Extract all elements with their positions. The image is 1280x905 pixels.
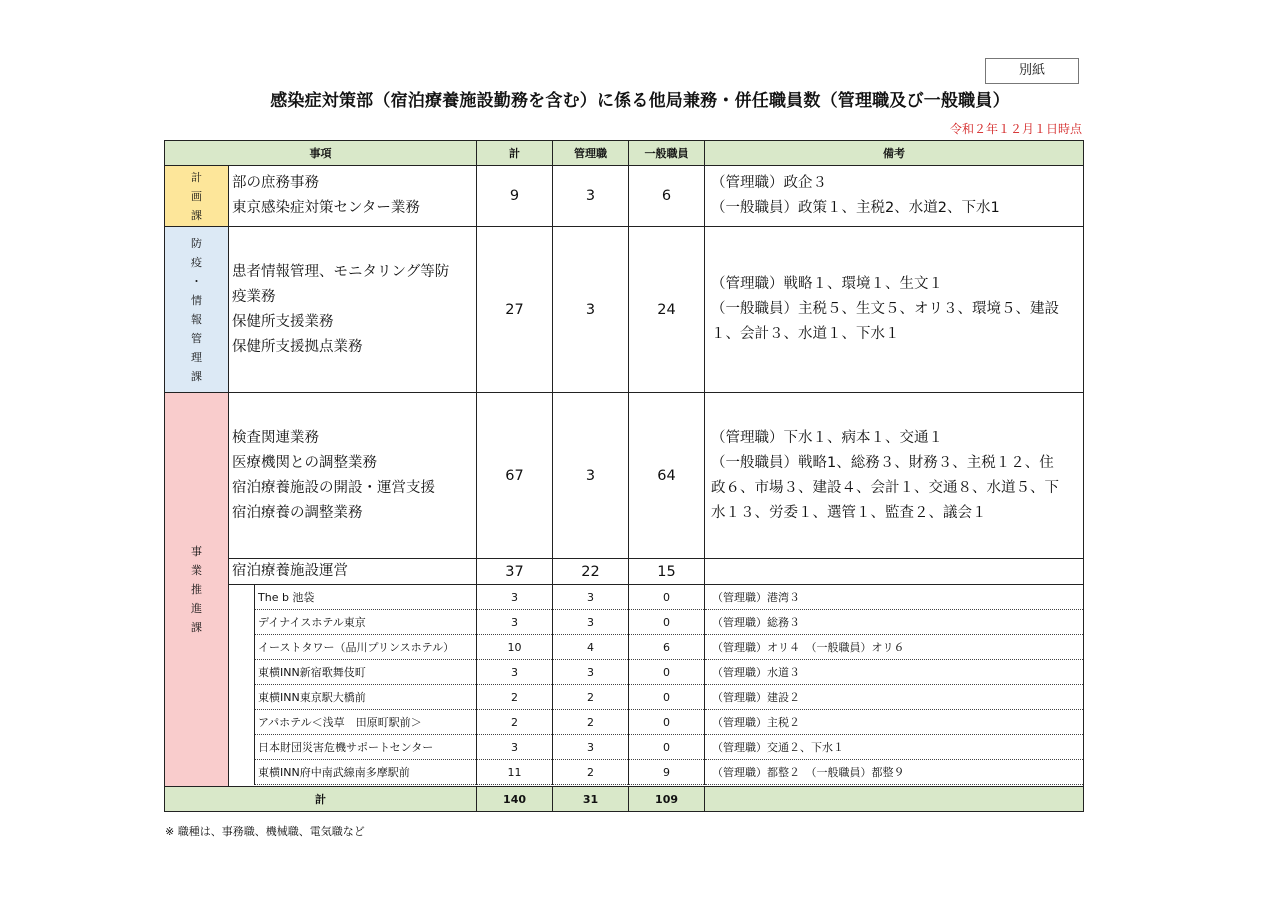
totals-label: 計 [165, 787, 477, 812]
facility-general: 0 [629, 610, 705, 635]
facility-total: 10 [477, 635, 553, 660]
jigyo-total: 67 [477, 393, 553, 559]
header-remarks: 備考 [705, 141, 1084, 166]
header-row [165, 141, 1084, 166]
facility-managers: 3 [553, 660, 629, 685]
jigyo-tasks: 検査関連業務 医療機関との調整業務 宿泊療養施設の開設・運営支援 宿泊療養の調整業務 [229, 393, 477, 559]
dept-keikaku-label: 計 画 課 [165, 166, 229, 227]
facility-managers: 3 [553, 610, 629, 635]
facility-name: 東横INN新宿歌舞伎町 [255, 660, 477, 685]
facility-row [165, 735, 1084, 760]
staff-table [164, 140, 1084, 812]
facility-general: 0 [629, 660, 705, 685]
facility-name: イーストタワー（品川プリンスホテル） [255, 635, 477, 660]
facility-managers: 3 [553, 585, 629, 610]
facility-name: デイナイスホテル東京 [255, 610, 477, 635]
facility-general: 0 [629, 735, 705, 760]
shukuhaku-task: 宿泊療養施設運営 [229, 559, 477, 585]
facility-indent [229, 760, 255, 785]
facility-name: アパホテル＜浅草 田原町駅前＞ [255, 710, 477, 735]
facility-row [165, 710, 1084, 735]
facility-general: 6 [629, 635, 705, 660]
totals-remarks [705, 787, 1084, 812]
facility-remarks: （管理職）交通２、下水１ [705, 735, 1084, 760]
row-boeki [165, 227, 1084, 393]
facility-remarks: （管理職）総務３ [705, 610, 1084, 635]
facility-remarks: （管理職）水道３ [705, 660, 1084, 685]
facility-managers: 2 [553, 710, 629, 735]
facility-remarks: （管理職）建設２ [705, 685, 1084, 710]
facility-remarks: （管理職）オリ４ （一般職員）オリ６ [705, 635, 1084, 660]
facility-total: 11 [477, 760, 553, 785]
facility-general: 0 [629, 685, 705, 710]
dept-jigyo-label: 事 業 推 進 課 [165, 393, 229, 787]
as-of-date: 令和２年１２月１日時点 [949, 122, 1082, 136]
facility-indent [229, 685, 255, 710]
facility-row [165, 635, 1084, 660]
jigyo-managers: 3 [553, 393, 629, 559]
facility-indent [229, 735, 255, 760]
facility-indent [229, 710, 255, 735]
facility-remarks: （管理職）港湾３ [705, 585, 1084, 610]
facility-name: The b 池袋 [255, 585, 477, 610]
row-keikaku [165, 166, 1084, 227]
facility-name: 日本財団災害危機サポートセンター [255, 735, 477, 760]
keikaku-general: 6 [629, 166, 705, 227]
boeki-tasks: 患者情報管理、モニタリング等防 疫業務 保健所支援業務 保健所支援拠点業務 [229, 227, 477, 393]
facility-remarks: （管理職）都整２ （一般職員）都整９ [705, 760, 1084, 785]
header-item: 事項 [165, 141, 477, 166]
row-jigyo [165, 393, 1084, 559]
header-total: 計 [477, 141, 553, 166]
facility-total: 3 [477, 735, 553, 760]
facility-total: 3 [477, 585, 553, 610]
facility-row [165, 610, 1084, 635]
facility-managers: 4 [553, 635, 629, 660]
facility-total: 3 [477, 610, 553, 635]
keikaku-managers: 3 [553, 166, 629, 227]
boeki-remarks: （管理職）戦略１、環境１、生文１ （一般職員）主税５、生文５、オリ３、環境５、建設 １、会計３、水道１、下水１ [705, 227, 1084, 393]
facility-row [165, 685, 1084, 710]
shukuhaku-remarks [705, 559, 1084, 585]
facility-total: 2 [477, 710, 553, 735]
totals-row [165, 787, 1084, 812]
dept-boeki-label: 防 疫 ・ 情 報 管 理 課 [165, 227, 229, 393]
header-general: 一般職員 [629, 141, 705, 166]
facility-managers: 2 [553, 760, 629, 785]
page-title: 感染症対策部（宿泊療養施設勤務を含む）に係る他局兼務・併任職員数（管理職及び一般職員） [270, 91, 1010, 111]
boeki-general: 24 [629, 227, 705, 393]
facility-total: 2 [477, 685, 553, 710]
shukuhaku-general: 15 [629, 559, 705, 585]
facility-name: 東横INN府中南武線南多摩駅前 [255, 760, 477, 785]
totals-general: 109 [629, 787, 705, 812]
facility-managers: 3 [553, 735, 629, 760]
boeki-total: 27 [477, 227, 553, 393]
facility-total: 3 [477, 660, 553, 685]
keikaku-tasks: 部の庶務事務 東京感染症対策センター業務 [229, 166, 477, 227]
facility-managers: 2 [553, 685, 629, 710]
totals-total: 140 [477, 787, 553, 812]
boeki-managers: 3 [553, 227, 629, 393]
jigyo-general: 64 [629, 393, 705, 559]
footnote: ※ 職種は、事務職、機械職、電気職など [165, 825, 365, 838]
facility-indent [229, 635, 255, 660]
jigyo-remarks: （管理職）下水１、病本１、交通１ （一般職員）戦略1、総務３、財務３、主税１２、住 政６、市場３、建設４、会計１、交通８、水道５、下 水１３、労委１、選管１、監査２、議会１ [705, 393, 1084, 559]
totals-managers: 31 [553, 787, 629, 812]
row-shukuhaku [165, 559, 1084, 585]
facility-general: 0 [629, 710, 705, 735]
facility-general: 0 [629, 585, 705, 610]
facility-row [165, 760, 1084, 785]
facility-row [165, 585, 1084, 610]
facility-general: 9 [629, 760, 705, 785]
facility-indent [229, 585, 255, 610]
shukuhaku-total: 37 [477, 559, 553, 585]
facility-name: 東横INN東京駅大橋前 [255, 685, 477, 710]
shukuhaku-managers: 22 [553, 559, 629, 585]
facility-indent [229, 660, 255, 685]
facility-row [165, 660, 1084, 685]
keikaku-total: 9 [477, 166, 553, 227]
keikaku-remarks: （管理職）政企３ （一般職員）政策１、主税2、水道2、下水1 [705, 166, 1084, 227]
facility-remarks: （管理職）主税２ [705, 710, 1084, 735]
facility-indent [229, 610, 255, 635]
header-managers: 管理職 [553, 141, 629, 166]
attachment-label: 別紙 [985, 58, 1079, 84]
